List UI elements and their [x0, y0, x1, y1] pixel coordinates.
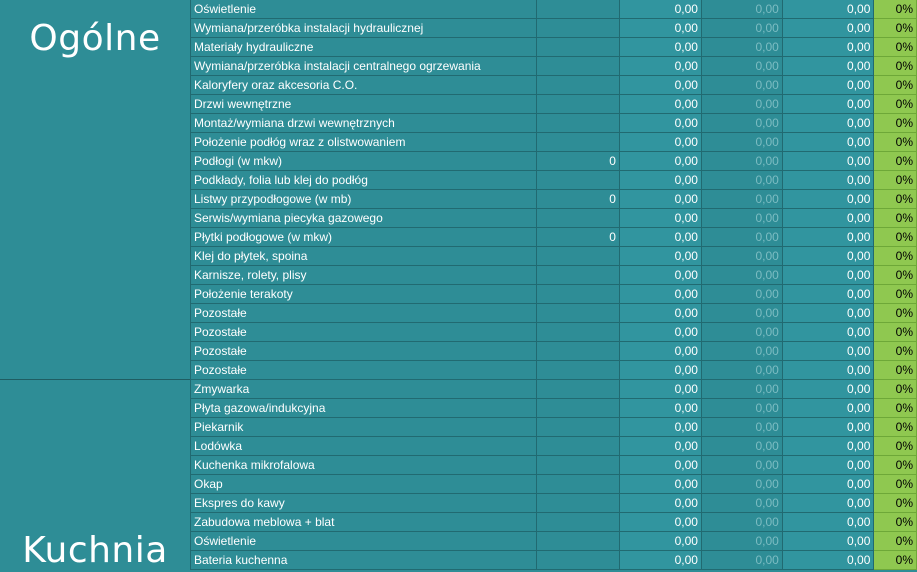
gross-cost-cell[interactable]: 0,00	[782, 304, 874, 323]
item-name-cell[interactable]: Podłogi (w mkw)	[191, 152, 537, 171]
percent-cell[interactable]: 0%	[874, 475, 917, 494]
net-cost-cell[interactable]: 0,00	[619, 19, 701, 38]
item-name-cell[interactable]: Płytki podłogowe (w mkw)	[191, 228, 537, 247]
table-row	[191, 38, 917, 57]
net-cost-cell[interactable]: 0,00	[619, 418, 701, 437]
vat-cell[interactable]: 0,00	[701, 285, 782, 304]
net-cost-cell[interactable]: 0,00	[619, 266, 701, 285]
percent-cell[interactable]: 0%	[874, 76, 917, 95]
table-row	[191, 494, 917, 513]
vat-cell[interactable]: 0,00	[701, 209, 782, 228]
percent-cell[interactable]: 0%	[874, 380, 917, 399]
gross-cost-cell[interactable]: 0,00	[782, 551, 874, 570]
item-name-cell[interactable]: Oświetlenie	[191, 0, 537, 19]
net-cost-cell[interactable]: 0,00	[619, 380, 701, 399]
item-name-cell[interactable]: Podkłady, folia lub klej do podłóg	[191, 171, 537, 190]
percent-cell[interactable]: 0%	[874, 418, 917, 437]
quantity-cell[interactable]	[536, 456, 619, 475]
vat-cell[interactable]: 0,00	[701, 323, 782, 342]
percent-cell[interactable]: 0%	[874, 437, 917, 456]
net-cost-cell[interactable]: 0,00	[619, 475, 701, 494]
percent-cell[interactable]: 0%	[874, 152, 917, 171]
percent-cell[interactable]: 0%	[874, 266, 917, 285]
percent-cell[interactable]: 0%	[874, 361, 917, 380]
table-row	[191, 418, 917, 437]
gross-cost-cell[interactable]: 0,00	[782, 399, 874, 418]
quantity-cell[interactable]	[536, 342, 619, 361]
table-row	[191, 19, 917, 38]
net-cost-cell[interactable]: 0,00	[619, 285, 701, 304]
vat-cell[interactable]: 0,00	[701, 266, 782, 285]
net-cost-cell[interactable]: 0,00	[619, 152, 701, 171]
table-row	[191, 475, 917, 494]
net-cost-cell[interactable]: 0,00	[619, 399, 701, 418]
quantity-cell[interactable]	[536, 247, 619, 266]
table-row	[191, 361, 917, 380]
section-label-kuchnia: Kuchnia	[22, 530, 168, 571]
item-name-cell[interactable]: Płyta gazowa/indukcyjna	[191, 399, 537, 418]
gross-cost-cell[interactable]: 0,00	[782, 0, 874, 19]
quantity-cell[interactable]	[536, 532, 619, 551]
net-cost-cell[interactable]: 0,00	[619, 190, 701, 209]
percent-cell[interactable]: 0%	[874, 285, 917, 304]
quantity-cell[interactable]	[536, 323, 619, 342]
percent-cell[interactable]: 0%	[874, 551, 917, 570]
percent-cell[interactable]: 0%	[874, 209, 917, 228]
vat-cell[interactable]: 0,00	[701, 114, 782, 133]
percent-cell[interactable]: 0%	[874, 342, 917, 361]
percent-cell[interactable]: 0%	[874, 190, 917, 209]
net-cost-cell[interactable]: 0,00	[619, 551, 701, 570]
net-cost-cell[interactable]: 0,00	[619, 494, 701, 513]
quantity-cell[interactable]	[536, 418, 619, 437]
table-row	[191, 133, 917, 152]
quantity-cell[interactable]: 0	[536, 190, 619, 209]
item-name-cell[interactable]: Położenie podłóg wraz z olistwowaniem	[191, 133, 537, 152]
gross-cost-cell[interactable]: 0,00	[782, 285, 874, 304]
vat-cell[interactable]: 0,00	[701, 76, 782, 95]
quantity-cell[interactable]	[536, 57, 619, 76]
net-cost-cell[interactable]: 0,00	[619, 437, 701, 456]
table-row	[191, 228, 917, 247]
gross-cost-cell[interactable]: 0,00	[782, 513, 874, 532]
gross-cost-cell[interactable]: 0,00	[782, 190, 874, 209]
item-name-cell[interactable]: Materiały hydrauliczne	[191, 38, 537, 57]
vat-cell[interactable]: 0,00	[701, 342, 782, 361]
table-row	[191, 323, 917, 342]
item-name-cell[interactable]: Oświetlenie	[191, 532, 537, 551]
net-cost-cell[interactable]: 0,00	[619, 513, 701, 532]
vat-cell[interactable]: 0,00	[701, 456, 782, 475]
quantity-cell[interactable]	[536, 494, 619, 513]
vat-cell[interactable]: 0,00	[701, 247, 782, 266]
item-name-cell[interactable]: Zmywarka	[191, 380, 537, 399]
table-row	[191, 57, 917, 76]
quantity-cell[interactable]	[536, 266, 619, 285]
vat-cell[interactable]: 0,00	[701, 0, 782, 19]
gross-cost-cell[interactable]: 0,00	[782, 152, 874, 171]
item-name-cell[interactable]: Okap	[191, 475, 537, 494]
net-cost-cell[interactable]: 0,00	[619, 38, 701, 57]
percent-cell[interactable]: 0%	[874, 0, 917, 19]
table-row	[191, 0, 917, 19]
table-row	[191, 513, 917, 532]
percent-cell[interactable]: 0%	[874, 19, 917, 38]
vat-cell[interactable]: 0,00	[701, 475, 782, 494]
vat-cell[interactable]: 0,00	[701, 532, 782, 551]
quantity-cell[interactable]	[536, 361, 619, 380]
vat-cell[interactable]: 0,00	[701, 171, 782, 190]
gross-cost-cell[interactable]: 0,00	[782, 133, 874, 152]
gross-cost-cell[interactable]: 0,00	[782, 456, 874, 475]
net-cost-cell[interactable]: 0,00	[619, 304, 701, 323]
net-cost-cell[interactable]: 0,00	[619, 247, 701, 266]
quantity-cell[interactable]	[536, 513, 619, 532]
gross-cost-cell[interactable]: 0,00	[782, 475, 874, 494]
vat-cell[interactable]: 0,00	[701, 494, 782, 513]
table-row	[191, 76, 917, 95]
vat-cell[interactable]: 0,00	[701, 228, 782, 247]
percent-cell[interactable]: 0%	[874, 228, 917, 247]
net-cost-cell[interactable]: 0,00	[619, 323, 701, 342]
quantity-cell[interactable]	[536, 551, 619, 570]
quantity-cell[interactable]	[536, 38, 619, 57]
net-cost-cell[interactable]: 0,00	[619, 456, 701, 475]
net-cost-cell[interactable]: 0,00	[619, 0, 701, 19]
section-separator	[0, 379, 190, 380]
quantity-cell[interactable]	[536, 209, 619, 228]
net-cost-cell[interactable]: 0,00	[619, 133, 701, 152]
gross-cost-cell[interactable]: 0,00	[782, 361, 874, 380]
gross-cost-cell[interactable]: 0,00	[782, 494, 874, 513]
vat-cell[interactable]: 0,00	[701, 38, 782, 57]
percent-cell[interactable]: 0%	[874, 133, 917, 152]
vat-cell[interactable]: 0,00	[701, 513, 782, 532]
item-name-cell[interactable]: Położenie terakoty	[191, 285, 537, 304]
quantity-cell[interactable]	[536, 399, 619, 418]
percent-cell[interactable]: 0%	[874, 247, 917, 266]
table-row	[191, 266, 917, 285]
net-cost-cell[interactable]: 0,00	[619, 228, 701, 247]
quantity-cell[interactable]	[536, 304, 619, 323]
quantity-cell[interactable]: 0	[536, 228, 619, 247]
table-row	[191, 551, 917, 570]
gross-cost-cell[interactable]: 0,00	[782, 532, 874, 551]
item-name-cell[interactable]: Karnisze, rolety, plisy	[191, 266, 537, 285]
item-name-cell[interactable]: Drzwi wewnętrzne	[191, 95, 537, 114]
gross-cost-cell[interactable]: 0,00	[782, 209, 874, 228]
net-cost-cell[interactable]: 0,00	[619, 57, 701, 76]
table-row	[191, 532, 917, 551]
item-name-cell[interactable]: Pozostałe	[191, 304, 537, 323]
item-name-cell[interactable]: Montaż/wymiana drzwi wewnętrznych	[191, 114, 537, 133]
quantity-cell[interactable]	[536, 76, 619, 95]
item-name-cell[interactable]: Wymiana/przeróbka instalacji hydraulicznej	[191, 19, 537, 38]
gross-cost-cell[interactable]: 0,00	[782, 57, 874, 76]
gross-cost-cell[interactable]: 0,00	[782, 380, 874, 399]
gross-cost-cell[interactable]: 0,00	[782, 171, 874, 190]
gross-cost-cell[interactable]: 0,00	[782, 437, 874, 456]
quantity-cell[interactable]	[536, 0, 619, 19]
percent-cell[interactable]: 0%	[874, 171, 917, 190]
quantity-cell[interactable]	[536, 437, 619, 456]
table-row	[191, 190, 917, 209]
table-row	[191, 437, 917, 456]
table-row	[191, 247, 917, 266]
quantity-cell[interactable]	[536, 475, 619, 494]
percent-cell[interactable]: 0%	[874, 38, 917, 57]
item-name-cell[interactable]: Listwy przypodłogowe (w mb)	[191, 190, 537, 209]
vat-cell[interactable]: 0,00	[701, 304, 782, 323]
vat-cell[interactable]: 0,00	[701, 57, 782, 76]
net-cost-cell[interactable]: 0,00	[619, 209, 701, 228]
vat-cell[interactable]: 0,00	[701, 95, 782, 114]
quantity-cell[interactable]: 0	[536, 152, 619, 171]
quantity-cell[interactable]	[536, 133, 619, 152]
item-name-cell[interactable]: Pozostałe	[191, 342, 537, 361]
gross-cost-cell[interactable]: 0,00	[782, 342, 874, 361]
gross-cost-cell[interactable]: 0,00	[782, 323, 874, 342]
table-row	[191, 399, 917, 418]
gross-cost-cell[interactable]: 0,00	[782, 76, 874, 95]
gross-cost-cell[interactable]: 0,00	[782, 228, 874, 247]
vat-cell[interactable]: 0,00	[701, 361, 782, 380]
percent-cell[interactable]: 0%	[874, 513, 917, 532]
net-cost-cell[interactable]: 0,00	[619, 532, 701, 551]
item-name-cell[interactable]: Lodówka	[191, 437, 537, 456]
gross-cost-cell[interactable]: 0,00	[782, 114, 874, 133]
net-cost-cell[interactable]: 0,00	[619, 95, 701, 114]
gross-cost-cell[interactable]: 0,00	[782, 38, 874, 57]
quantity-cell[interactable]	[536, 19, 619, 38]
quantity-cell[interactable]	[536, 95, 619, 114]
table-row	[191, 456, 917, 475]
vat-cell[interactable]: 0,00	[701, 19, 782, 38]
table-row	[191, 209, 917, 228]
vat-cell[interactable]: 0,00	[701, 380, 782, 399]
item-name-cell[interactable]: Ekspres do kawy	[191, 494, 537, 513]
gross-cost-cell[interactable]: 0,00	[782, 95, 874, 114]
net-cost-cell[interactable]: 0,00	[619, 361, 701, 380]
percent-cell[interactable]: 0%	[874, 57, 917, 76]
table-row	[191, 285, 917, 304]
quantity-cell[interactable]	[536, 380, 619, 399]
gross-cost-cell[interactable]: 0,00	[782, 247, 874, 266]
item-name-cell[interactable]: Piekarnik	[191, 418, 537, 437]
net-cost-cell[interactable]: 0,00	[619, 114, 701, 133]
table-row	[191, 304, 917, 323]
cost-table	[190, 0, 917, 570]
quantity-cell[interactable]	[536, 285, 619, 304]
table-row	[191, 152, 917, 171]
percent-cell[interactable]: 0%	[874, 114, 917, 133]
percent-cell[interactable]: 0%	[874, 323, 917, 342]
item-name-cell[interactable]: Pozostałe	[191, 361, 537, 380]
gross-cost-cell[interactable]: 0,00	[782, 418, 874, 437]
table-row	[191, 342, 917, 361]
table-row	[191, 380, 917, 399]
net-cost-cell[interactable]: 0,00	[619, 76, 701, 95]
quantity-cell[interactable]	[536, 114, 619, 133]
section-label-ogolne: Ogólne	[29, 18, 161, 59]
percent-cell[interactable]: 0%	[874, 494, 917, 513]
item-name-cell[interactable]: Wymiana/przeróbka instalacji centralnego ogrzewania	[191, 57, 537, 76]
percent-cell[interactable]: 0%	[874, 532, 917, 551]
table-row	[191, 95, 917, 114]
cost-table-body	[191, 0, 917, 570]
vat-cell[interactable]: 0,00	[701, 399, 782, 418]
item-name-cell[interactable]: Pozostałe	[191, 323, 537, 342]
vat-cell[interactable]: 0,00	[701, 190, 782, 209]
vat-cell[interactable]: 0,00	[701, 418, 782, 437]
percent-cell[interactable]: 0%	[874, 304, 917, 323]
item-name-cell[interactable]: Klej do płytek, spoina	[191, 247, 537, 266]
vat-cell[interactable]: 0,00	[701, 152, 782, 171]
item-name-cell[interactable]: Kuchenka mikrofalowa	[191, 456, 537, 475]
table-row	[191, 171, 917, 190]
net-cost-cell[interactable]: 0,00	[619, 342, 701, 361]
table-row	[191, 114, 917, 133]
vat-cell[interactable]: 0,00	[701, 437, 782, 456]
gross-cost-cell[interactable]: 0,00	[782, 19, 874, 38]
item-name-cell[interactable]: Serwis/wymiana piecyka gazowego	[191, 209, 537, 228]
item-name-cell[interactable]: Kaloryfery oraz akcesoria C.O.	[191, 76, 537, 95]
gross-cost-cell[interactable]: 0,00	[782, 266, 874, 285]
item-name-cell[interactable]: Zabudowa meblowa + blat	[191, 513, 537, 532]
quantity-cell[interactable]	[536, 171, 619, 190]
percent-cell[interactable]: 0%	[874, 399, 917, 418]
net-cost-cell[interactable]: 0,00	[619, 171, 701, 190]
percent-cell[interactable]: 0%	[874, 456, 917, 475]
percent-cell[interactable]: 0%	[874, 95, 917, 114]
vat-cell[interactable]: 0,00	[701, 551, 782, 570]
item-name-cell[interactable]: Bateria kuchenna	[191, 551, 537, 570]
vat-cell[interactable]: 0,00	[701, 133, 782, 152]
